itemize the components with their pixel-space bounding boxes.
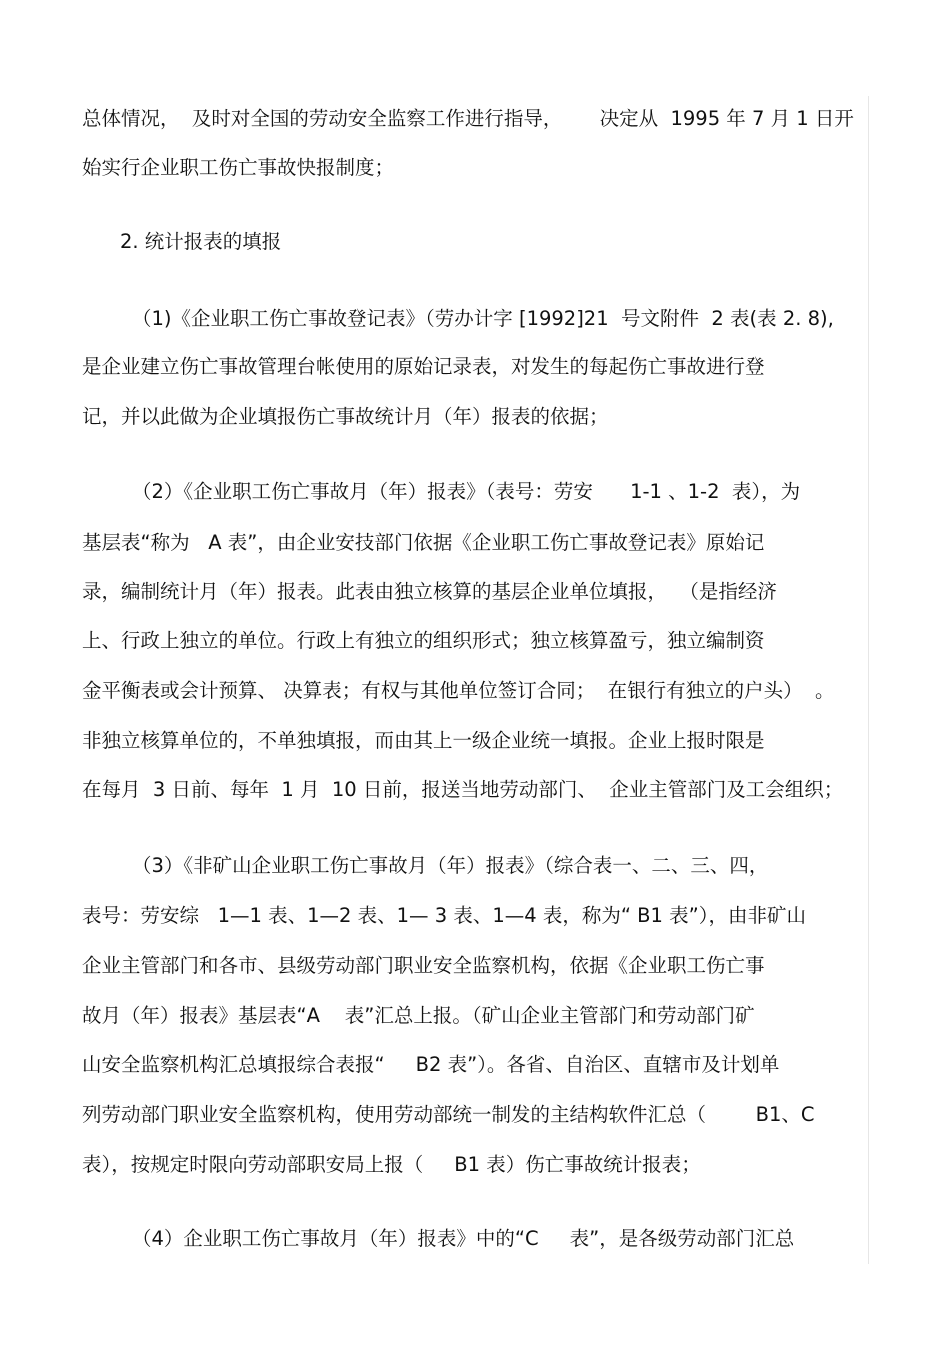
paragraph-line: 始实行企业职工伤亡事故快报制度； <box>82 156 395 179</box>
paragraph-line: 在每月 3 日前、每年 1 月 10 日前，报送当地劳动部门、 企业主管部门及工会组织； <box>82 778 844 801</box>
paragraph-line: 上、行政上独立的单位。行政上有独立的组织形式；独立核算盈亏，独立编制资 <box>82 629 765 652</box>
paragraph-line: （2）《企业职工伤亡事故月（年）报表》（表号：劳安 1-1 、1-2 表），为 <box>132 480 801 503</box>
paragraph-line: 非独立核算单位的，不单独填报，而由其上一级企业统一填报。企业上报时限是 <box>82 729 765 752</box>
paragraph-line: 山安全监察机构汇总填报综合表报“ B2 表”）。各省、自治区、直辖市及计划单 <box>82 1053 780 1076</box>
section-heading: 2. 统计报表的填报 <box>120 230 282 253</box>
paragraph-line: （3）《非矿山企业职工伤亡事故月（年）报表》（综合表一、二、三、四， <box>132 854 769 877</box>
paragraph-line: 金平衡表或会计预算、 决算表；有权与其他单位签订合同； 在银行有独立的户头） 。 <box>82 679 835 702</box>
paragraph-line: 企业主管部门和各市、县级劳动部门职业安全监察机构，依据《企业职工伤亡事 <box>82 954 765 977</box>
paragraph-line: 基层表“称为 A 表”，由企业安技部门依据《企业职工伤亡事故登记表》原始记 <box>82 531 765 554</box>
paragraph-line: 记，并以此做为企业填报伤亡事故统计月（年）报表的依据； <box>82 405 609 428</box>
paragraph-line: 录，编制统计月（年）报表。此表由独立核算的基层企业单位填报， （是指经济 <box>82 580 777 603</box>
paragraph-line: 故月（年）报表》基层表“A 表”汇总上报。（矿山企业主管部门和劳动部门矿 <box>82 1004 755 1027</box>
paragraph-line: （1)《企业职工伤亡事故登记表》（劳办计字 [1992]21 号文附件 2 表(表 2. 8), <box>132 307 834 330</box>
paragraph-line: 总体情况， 及时对全国的劳动安全监察工作进行指导， 决定从 1995 年 7 月 1 日开 <box>82 107 854 130</box>
paragraph-line: 表），按规定时限向劳动部职安局上报（ B1 表）伤亡事故统计报表； <box>82 1153 701 1176</box>
paragraph-line: 表号：劳安综 1—1 表、1—2 表、1— 3 表、1—4 表，称为“ B1 表”），由非矿山 <box>82 904 806 927</box>
paragraph-line: 列劳动部门职业安全监察机构，使用劳动部统一制发的主结构软件汇总（ B1、C <box>82 1103 815 1126</box>
paragraph-line: （4）企业职工伤亡事故月（年）报表》中的“C 表”，是各级劳动部门汇总 <box>132 1227 795 1250</box>
page-edge-divider <box>868 96 869 1264</box>
paragraph-line: 是企业建立伤亡事故管理台帐使用的原始记录表，对发生的每起伤亡事故进行登 <box>82 355 765 378</box>
